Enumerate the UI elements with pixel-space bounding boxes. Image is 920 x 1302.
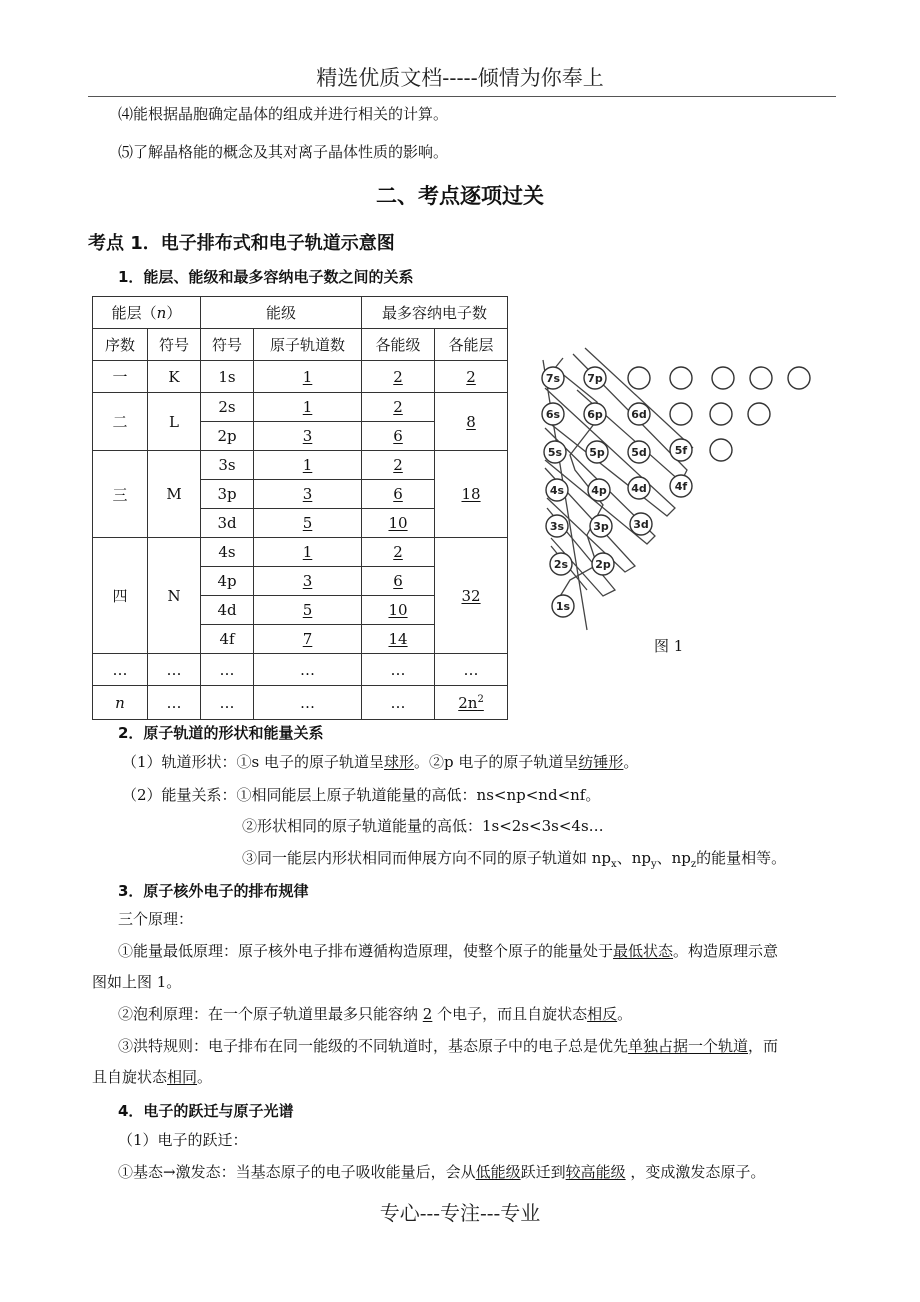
- orbital-3d: [630, 513, 652, 535]
- shell-order: 四: [93, 538, 148, 654]
- orbital-3s: [546, 515, 568, 537]
- transition-heading: （1）电子的跃迁：: [118, 1131, 248, 1149]
- orbital-count: 5: [254, 509, 362, 538]
- kaodian-title: 考点 1．电子排布式和电子轨道示意图: [88, 233, 395, 254]
- empty-orbital-circle: [712, 367, 734, 389]
- header-orbital-count: 原子轨道数: [254, 329, 362, 361]
- header-each-level: 各能级: [362, 329, 435, 361]
- orbital-count: 5: [254, 596, 362, 625]
- aufbau-principle: ①能量最低原理：原子核外电子排布遵循构造原理，使整个原子的能量处于最低状态。构造原理示意: [118, 942, 779, 960]
- formula-2n2: $2n^2$: [435, 686, 508, 720]
- empty-orbital-circle: [750, 367, 772, 389]
- level-name: 2p: [201, 422, 254, 451]
- ellipsis-cell: …: [148, 654, 201, 686]
- orbital-label: 5f: [674, 444, 688, 457]
- orbital-count: 7: [254, 625, 362, 654]
- answer-spindle: 纺锤形: [578, 753, 624, 771]
- orbital-label: 4f: [674, 480, 688, 493]
- arrow-line: [585, 348, 693, 448]
- answer-same: 相同: [167, 1068, 198, 1086]
- empty-orbital-circle: [670, 403, 692, 425]
- ellipsis-cell: …: [201, 654, 254, 686]
- subsection-1-title: 1．能层、能级和最多容纳电子数之间的关系: [118, 268, 414, 286]
- n-cell: n: [93, 686, 148, 720]
- orbital-1s: [552, 595, 574, 617]
- level-name: 4s: [201, 538, 254, 567]
- orbital-4d: [628, 477, 650, 499]
- empty-orbital-circle: [710, 403, 732, 425]
- subsection-2-title: 2．原子轨道的形状和能量关系: [118, 724, 324, 742]
- shell-total: 2: [435, 361, 508, 393]
- ellipsis-cell: …: [93, 654, 148, 686]
- ellipsis-cell: …: [362, 654, 435, 686]
- level-electrons: 10: [362, 596, 435, 625]
- page-header: 精选优质文档-----倾情为你奉上: [316, 66, 604, 90]
- empty-orbital-circle: [628, 367, 650, 389]
- orbital-label: 7p: [587, 372, 603, 385]
- level-electrons: 6: [362, 422, 435, 451]
- orbital-label: 1s: [555, 600, 571, 613]
- header-energy-level: 能级: [201, 297, 362, 329]
- empty-orbital-circle: [788, 367, 810, 389]
- orbital-label: 5d: [631, 446, 647, 459]
- pauli-principle: ②泡利原理：在一个原子轨道里最多只能容纳 2 个电子，而且自旋状态相反。: [118, 1005, 633, 1023]
- ground-to-excited: ①基态→激发态：当基态原子的电子吸收能量后，会从低能级跃迁到较高能级 ，变成激发态原子。: [118, 1163, 766, 1181]
- header-symbol: 符号: [148, 329, 201, 361]
- shell-order: 二: [93, 393, 148, 451]
- orbital-label: 6p: [587, 408, 603, 421]
- shell-symbol: M: [148, 451, 201, 538]
- figure-caption: 图 1: [654, 637, 684, 655]
- orbital-count: 3: [254, 480, 362, 509]
- header-max-electrons: 最多容纳电子数: [362, 297, 508, 329]
- orbital-4f: [670, 475, 692, 497]
- header-each-layer: 各能层: [435, 329, 508, 361]
- orbital-4s: [546, 479, 568, 501]
- empty-orbital-circle: [748, 403, 770, 425]
- orbital-7s: [542, 367, 564, 389]
- level-name: 4f: [201, 625, 254, 654]
- orbital-label: 7s: [545, 372, 561, 385]
- ellipsis-cell: …: [148, 686, 201, 720]
- empty-orbital-circle: [670, 367, 692, 389]
- hund-rule-cont: 且自旋状态相同。: [92, 1068, 213, 1086]
- energy-line-1: （2）能量关系：①相同能层上原子轨道能量的高低：ns<np<nd<nf。: [122, 786, 601, 804]
- subsection-4-title: 4．电子的跃迁与原子光谱: [118, 1102, 294, 1120]
- shell-order: 一: [93, 361, 148, 393]
- shell-total: 8: [435, 393, 508, 451]
- level-name: 3s: [201, 451, 254, 480]
- level-name: 3p: [201, 480, 254, 509]
- ellipsis-cell: …: [362, 686, 435, 720]
- orbital-label: 3d: [633, 518, 649, 531]
- ellipsis-cell: …: [435, 654, 508, 686]
- energy-line-3: ③同一能层内形状相同而伸展方向不同的原子轨道如 $np_x$、$np_y$、$np_z$的能量相等。: [242, 849, 787, 870]
- orbital-label: 2p: [595, 558, 611, 571]
- section-title: 二、考点逐项过关: [376, 184, 544, 208]
- orbital-2s: [550, 553, 572, 575]
- orbital-5p: [586, 441, 608, 463]
- subsection-3-title: 3．原子核外电子的排布规律: [118, 882, 309, 900]
- level-electrons: 2: [362, 393, 435, 422]
- answer-opposite: 相反: [587, 1005, 618, 1023]
- header-order: 序数: [93, 329, 148, 361]
- orbital-6s: [542, 403, 564, 425]
- orbital-label: 6d: [631, 408, 647, 421]
- orbital-count: 1: [254, 393, 362, 422]
- intro-item-4: ⑷能根据晶胞确定晶体的组成并进行相关的计算。: [118, 105, 449, 123]
- orbital-label: 5p: [589, 446, 605, 459]
- level-electrons: 2: [362, 538, 435, 567]
- ellipsis-cell: …: [254, 686, 362, 720]
- orbital-5d: [628, 441, 650, 463]
- answer-higher-level: 较高能级: [565, 1163, 626, 1181]
- orbital-count: 1: [254, 361, 362, 393]
- hund-rule: ③洪特规则：电子排布在同一能级的不同轨道时，基态原子中的电子总是优先单独占据一个轨道，而: [118, 1037, 779, 1055]
- aufbau-principle-cont: 图如上图 1。: [92, 973, 182, 991]
- orbital-circles: [542, 367, 810, 617]
- shell-symbol: L: [148, 393, 201, 451]
- orbital-count: 3: [254, 567, 362, 596]
- level-electrons: 14: [362, 625, 435, 654]
- header-level-symbol: 符号: [201, 329, 254, 361]
- answer-two: 2: [422, 1005, 433, 1023]
- orbital-label: 6s: [545, 408, 561, 421]
- orbital-6d: [628, 403, 650, 425]
- level-electrons: 6: [362, 480, 435, 509]
- level-name: 4d: [201, 596, 254, 625]
- level-electrons: 10: [362, 509, 435, 538]
- orbital-6p: [584, 403, 606, 425]
- orbital-3p: [590, 515, 612, 537]
- level-electrons: 2: [362, 361, 435, 393]
- answer-low-level: 低能级: [475, 1163, 521, 1181]
- ellipsis-cell: …: [201, 686, 254, 720]
- orbital-4p: [588, 479, 610, 501]
- shell-symbol: K: [148, 361, 201, 393]
- orbital-5f: [670, 439, 692, 461]
- level-electrons: 6: [362, 567, 435, 596]
- level-name: 3d: [201, 509, 254, 538]
- page-footer: 专心---专注---专业: [379, 1201, 541, 1225]
- orbital-count: 1: [254, 451, 362, 480]
- answer-single-orbital: 单独占据一个轨道: [628, 1037, 749, 1055]
- shell-symbol: N: [148, 538, 201, 654]
- orbital-label: 3s: [549, 520, 565, 533]
- energy-level-table: [92, 296, 508, 720]
- orbital-label: 2s: [553, 558, 569, 571]
- energy-line-2: ②形状相同的原子轨道能量的高低：1s<2s<3s<4s…: [242, 817, 604, 835]
- orbital-count: 3: [254, 422, 362, 451]
- level-name: 4p: [201, 567, 254, 596]
- orbital-5s: [544, 441, 566, 463]
- answer-lowest-state: 最低状态: [613, 942, 674, 960]
- header-energy-layer: 能层（n）: [93, 297, 201, 329]
- three-principles: 三个原理：: [118, 910, 194, 928]
- shell-total: 32: [435, 538, 508, 654]
- empty-orbital-circle: [710, 439, 732, 461]
- level-name: 2s: [201, 393, 254, 422]
- level-electrons: 2: [362, 451, 435, 480]
- aufbau-diagram: [515, 340, 815, 640]
- shell-order: 三: [93, 451, 148, 538]
- orbital-label: 4d: [631, 482, 647, 495]
- orbital-label: 4s: [549, 484, 565, 497]
- header-divider: [88, 96, 836, 97]
- ellipsis-cell: …: [254, 654, 362, 686]
- intro-item-5: ⑸了解晶格能的概念及其对离子晶体性质的影响。: [118, 143, 449, 161]
- shape-line: （1）轨道形状：①s 电子的原子轨道呈球形。②p 电子的原子轨道呈纺锤形。: [122, 753, 639, 771]
- level-name: 1s: [201, 361, 254, 393]
- answer-sphere: 球形: [384, 753, 415, 771]
- orbital-label: 3p: [593, 520, 609, 533]
- orbital-label: 4p: [591, 484, 607, 497]
- shell-total: 18: [435, 451, 508, 538]
- orbital-2p: [592, 553, 614, 575]
- orbital-label: 5s: [547, 446, 563, 459]
- orbital-7p: [584, 367, 606, 389]
- orbital-count: 1: [254, 538, 362, 567]
